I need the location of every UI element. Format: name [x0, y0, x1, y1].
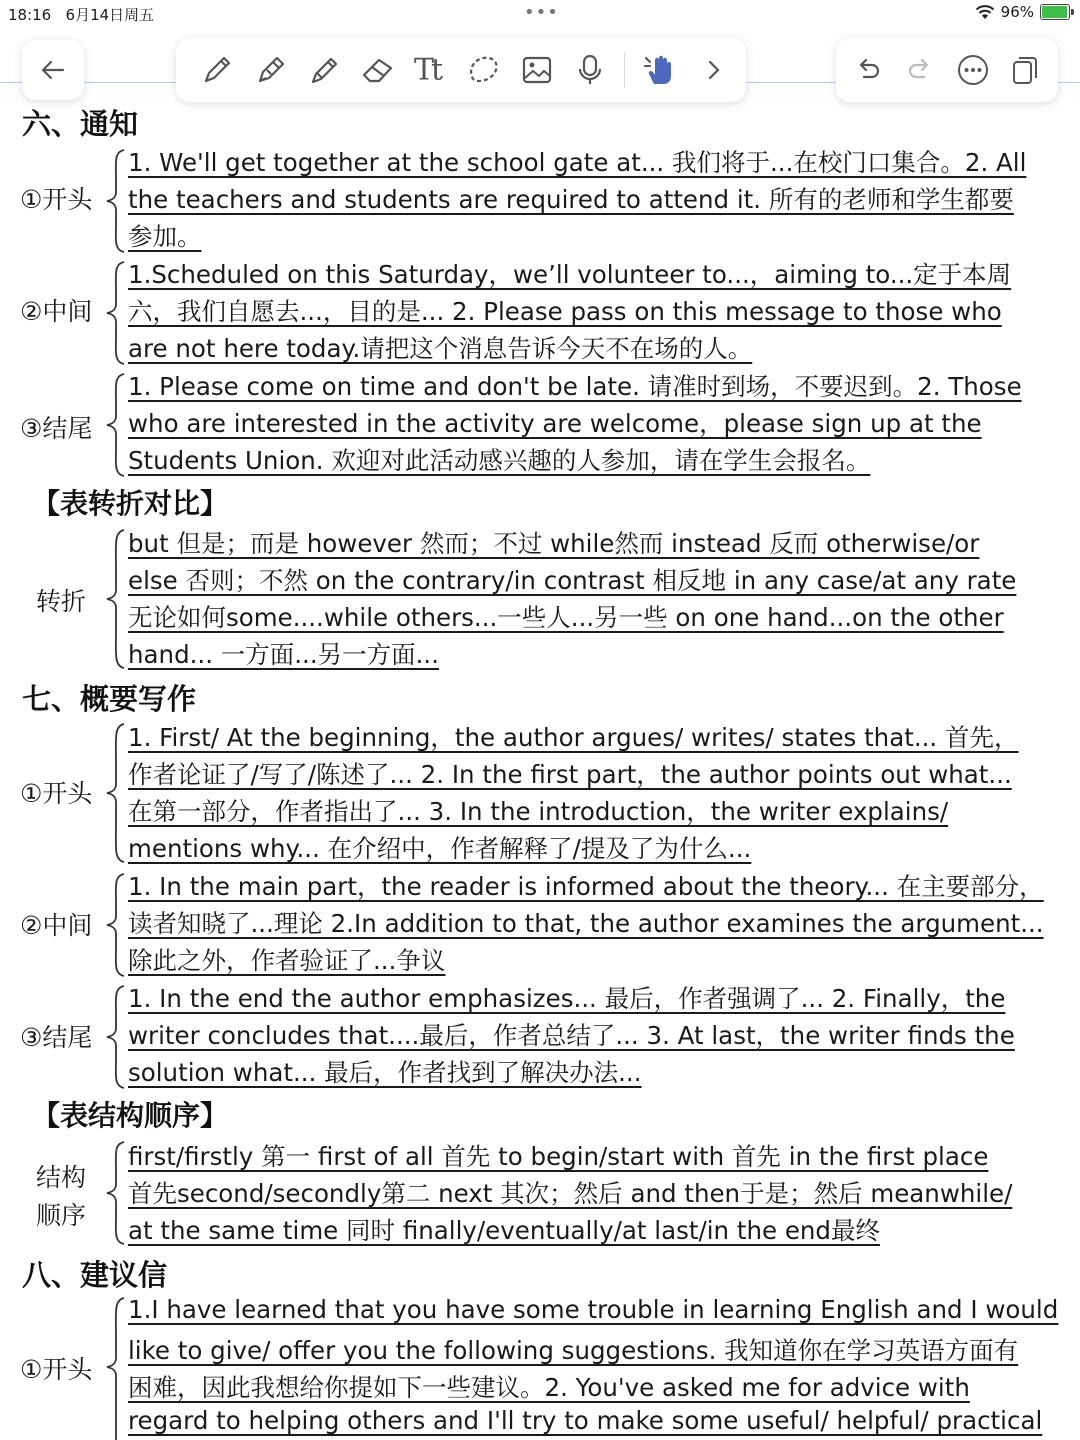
brace-icon — [104, 528, 128, 670]
back-arrow-icon[interactable] — [39, 56, 67, 84]
note-line: 无论如何some....while others...一些人...另一些 on one hand...on the other — [128, 603, 1004, 632]
note-line: mentions why... 在介绍中，作者解释了/提及了为什么... — [128, 834, 752, 863]
group-label-opening: ①开头 — [20, 1355, 93, 1384]
group-label-structure-line2: 顺序 — [36, 1201, 87, 1230]
drawing-toolbar — [176, 38, 746, 102]
section-title-advice-letter: 八、建议信 — [22, 1258, 168, 1292]
note-line: Students Union. 欢迎对此活动感兴趣的人参加，请在学生会报名。 — [128, 446, 871, 475]
chevron-right-icon[interactable] — [706, 58, 722, 82]
battery-percent: 96% — [1000, 3, 1034, 21]
document-toolbar — [836, 38, 1058, 102]
redo-icon[interactable] — [906, 56, 934, 84]
brace-icon — [104, 260, 128, 366]
note-line: are not here today.请把这个消息告诉今天不在场的人。 — [128, 334, 753, 363]
note-line: 读者知晓了...理论 2.In addition to that, the author examines the argument... — [128, 909, 1044, 938]
note-line: regard to helping others and I'll try to make some useful/ helpful/ practical — [128, 1406, 1043, 1435]
section-title-summary: 七、概要写作 — [22, 682, 197, 716]
note-line: 除此之外，作者验证了...争议 — [128, 946, 446, 975]
note-line: 六，我们自愿去...，目的是... 2. Please pass on this message to those who — [128, 297, 1002, 326]
note-line: writer concludes that....最后，作者总结了... 3. At last，the writer finds the — [128, 1021, 1015, 1050]
brace-icon — [104, 1140, 128, 1246]
note-line: 在第一部分，作者指出了... 3. In the introduction，the writer explains/ — [128, 797, 949, 826]
microphone-icon[interactable] — [576, 53, 604, 87]
note-line: solution what... 最后，作者找到了解决办法... — [128, 1058, 642, 1087]
group-label-contrast: 转折 — [36, 587, 87, 616]
section-title-contrast: 【表转折对比】 — [32, 487, 229, 520]
note-line: 1. In the main part，the reader is informed about the theory... 在主要部分， — [128, 872, 1044, 901]
note-line: 困难，因此我想给你提如下一些建议。2. You've asked me for advice with — [128, 1373, 970, 1402]
status-right — [975, 3, 1070, 21]
eraser-icon[interactable] — [360, 53, 396, 87]
status-date: 6月14日周五 — [65, 6, 155, 24]
undo-icon[interactable] — [854, 56, 882, 84]
brace-icon — [104, 1296, 128, 1440]
toolbar-divider — [624, 52, 625, 88]
touch-hand-icon[interactable] — [642, 52, 678, 88]
back-button[interactable] — [22, 40, 84, 100]
note-line: first/firstly 第一 first of all 首先 to begin/start with 首先 in the first place — [128, 1142, 989, 1171]
note-line: 首先second/secondly第二 next 其次；然后 and then于是；然后 meanwhile/ — [128, 1179, 1013, 1208]
note-line: like to give/ offer you the following suggestions. 我知道你在学习英语方面有 — [128, 1336, 1019, 1365]
group-label-ending: ③结尾 — [20, 414, 93, 443]
text-icon[interactable]: Tt — [414, 52, 441, 88]
brace-icon — [104, 148, 128, 254]
marker-icon[interactable] — [308, 53, 342, 87]
group-label-structure-line1: 结构 — [36, 1163, 87, 1192]
note-line: 1.Scheduled on this Saturday，we’ll volunteer to...，aiming to...定于本周 — [128, 260, 1012, 289]
note-line: the teachers and students are required to attend it. 所有的老师和学生都要 — [128, 185, 1014, 214]
note-line: who are interested in the activity are welcome，please sign up at the — [128, 409, 982, 438]
note-line: at the same time 同时 finally/eventually/at last/in the end最终 — [128, 1216, 880, 1245]
note-line: 1. Please come on time and don't be late. 请准时到场，不要迟到。2. Those — [128, 372, 1022, 401]
note-line: hand... 一方面...另一方面... — [128, 640, 439, 669]
group-label-middle: ②中间 — [20, 911, 93, 940]
multitask-dots[interactable]: ••• — [524, 2, 559, 23]
pages-icon[interactable] — [1010, 54, 1040, 86]
brace-icon — [104, 722, 128, 864]
note-line: but 但是；而是 however 然而；不过 while然而 instead 反而 otherwise/or — [128, 529, 980, 558]
note-line: 1. In the end the author emphasizes... 最后，作者强调了... 2. Finally，the — [128, 984, 1006, 1013]
section-title-notice: 六、通知 — [22, 107, 139, 141]
note-line: else 否则；不然 on the contrary/in contrast 相反地 in any case/at any rate — [128, 566, 1017, 595]
note-line: 1. We'll get together at the school gate at... 我们将于...在校门口集合。2. All — [128, 148, 1027, 177]
status-time: 18:16 6月14日周五 — [8, 6, 155, 24]
brace-icon — [104, 872, 128, 978]
more-icon[interactable] — [956, 53, 990, 87]
group-label-opening: ①开头 — [20, 779, 93, 808]
image-icon[interactable] — [520, 53, 554, 87]
pen-icon[interactable] — [200, 53, 234, 87]
group-label-ending: ③结尾 — [20, 1023, 93, 1052]
status-bar — [0, 0, 1080, 28]
battery-icon — [1040, 4, 1070, 20]
group-label-opening: ①开头 — [20, 185, 93, 214]
brace-icon — [104, 372, 128, 478]
group-label-middle: ②中间 — [20, 297, 93, 326]
wifi-icon — [975, 4, 995, 20]
note-line: 参加。 — [128, 222, 202, 251]
section-title-structure: 【表结构顺序】 — [32, 1099, 229, 1132]
note-line: 作者论证了/写了/陈述了... 2. In the first part，the author points out what... — [128, 760, 1012, 789]
note-line: 1.I have learned that you have some trouble in learning English and I would — [128, 1295, 1059, 1324]
lasso-icon[interactable] — [466, 53, 502, 87]
note-line: 1. First/ At the beginning，the author argues/ writes/ states that... 首先， — [128, 723, 1019, 752]
fountain-pen-icon[interactable] — [254, 53, 288, 87]
brace-icon — [104, 984, 128, 1090]
